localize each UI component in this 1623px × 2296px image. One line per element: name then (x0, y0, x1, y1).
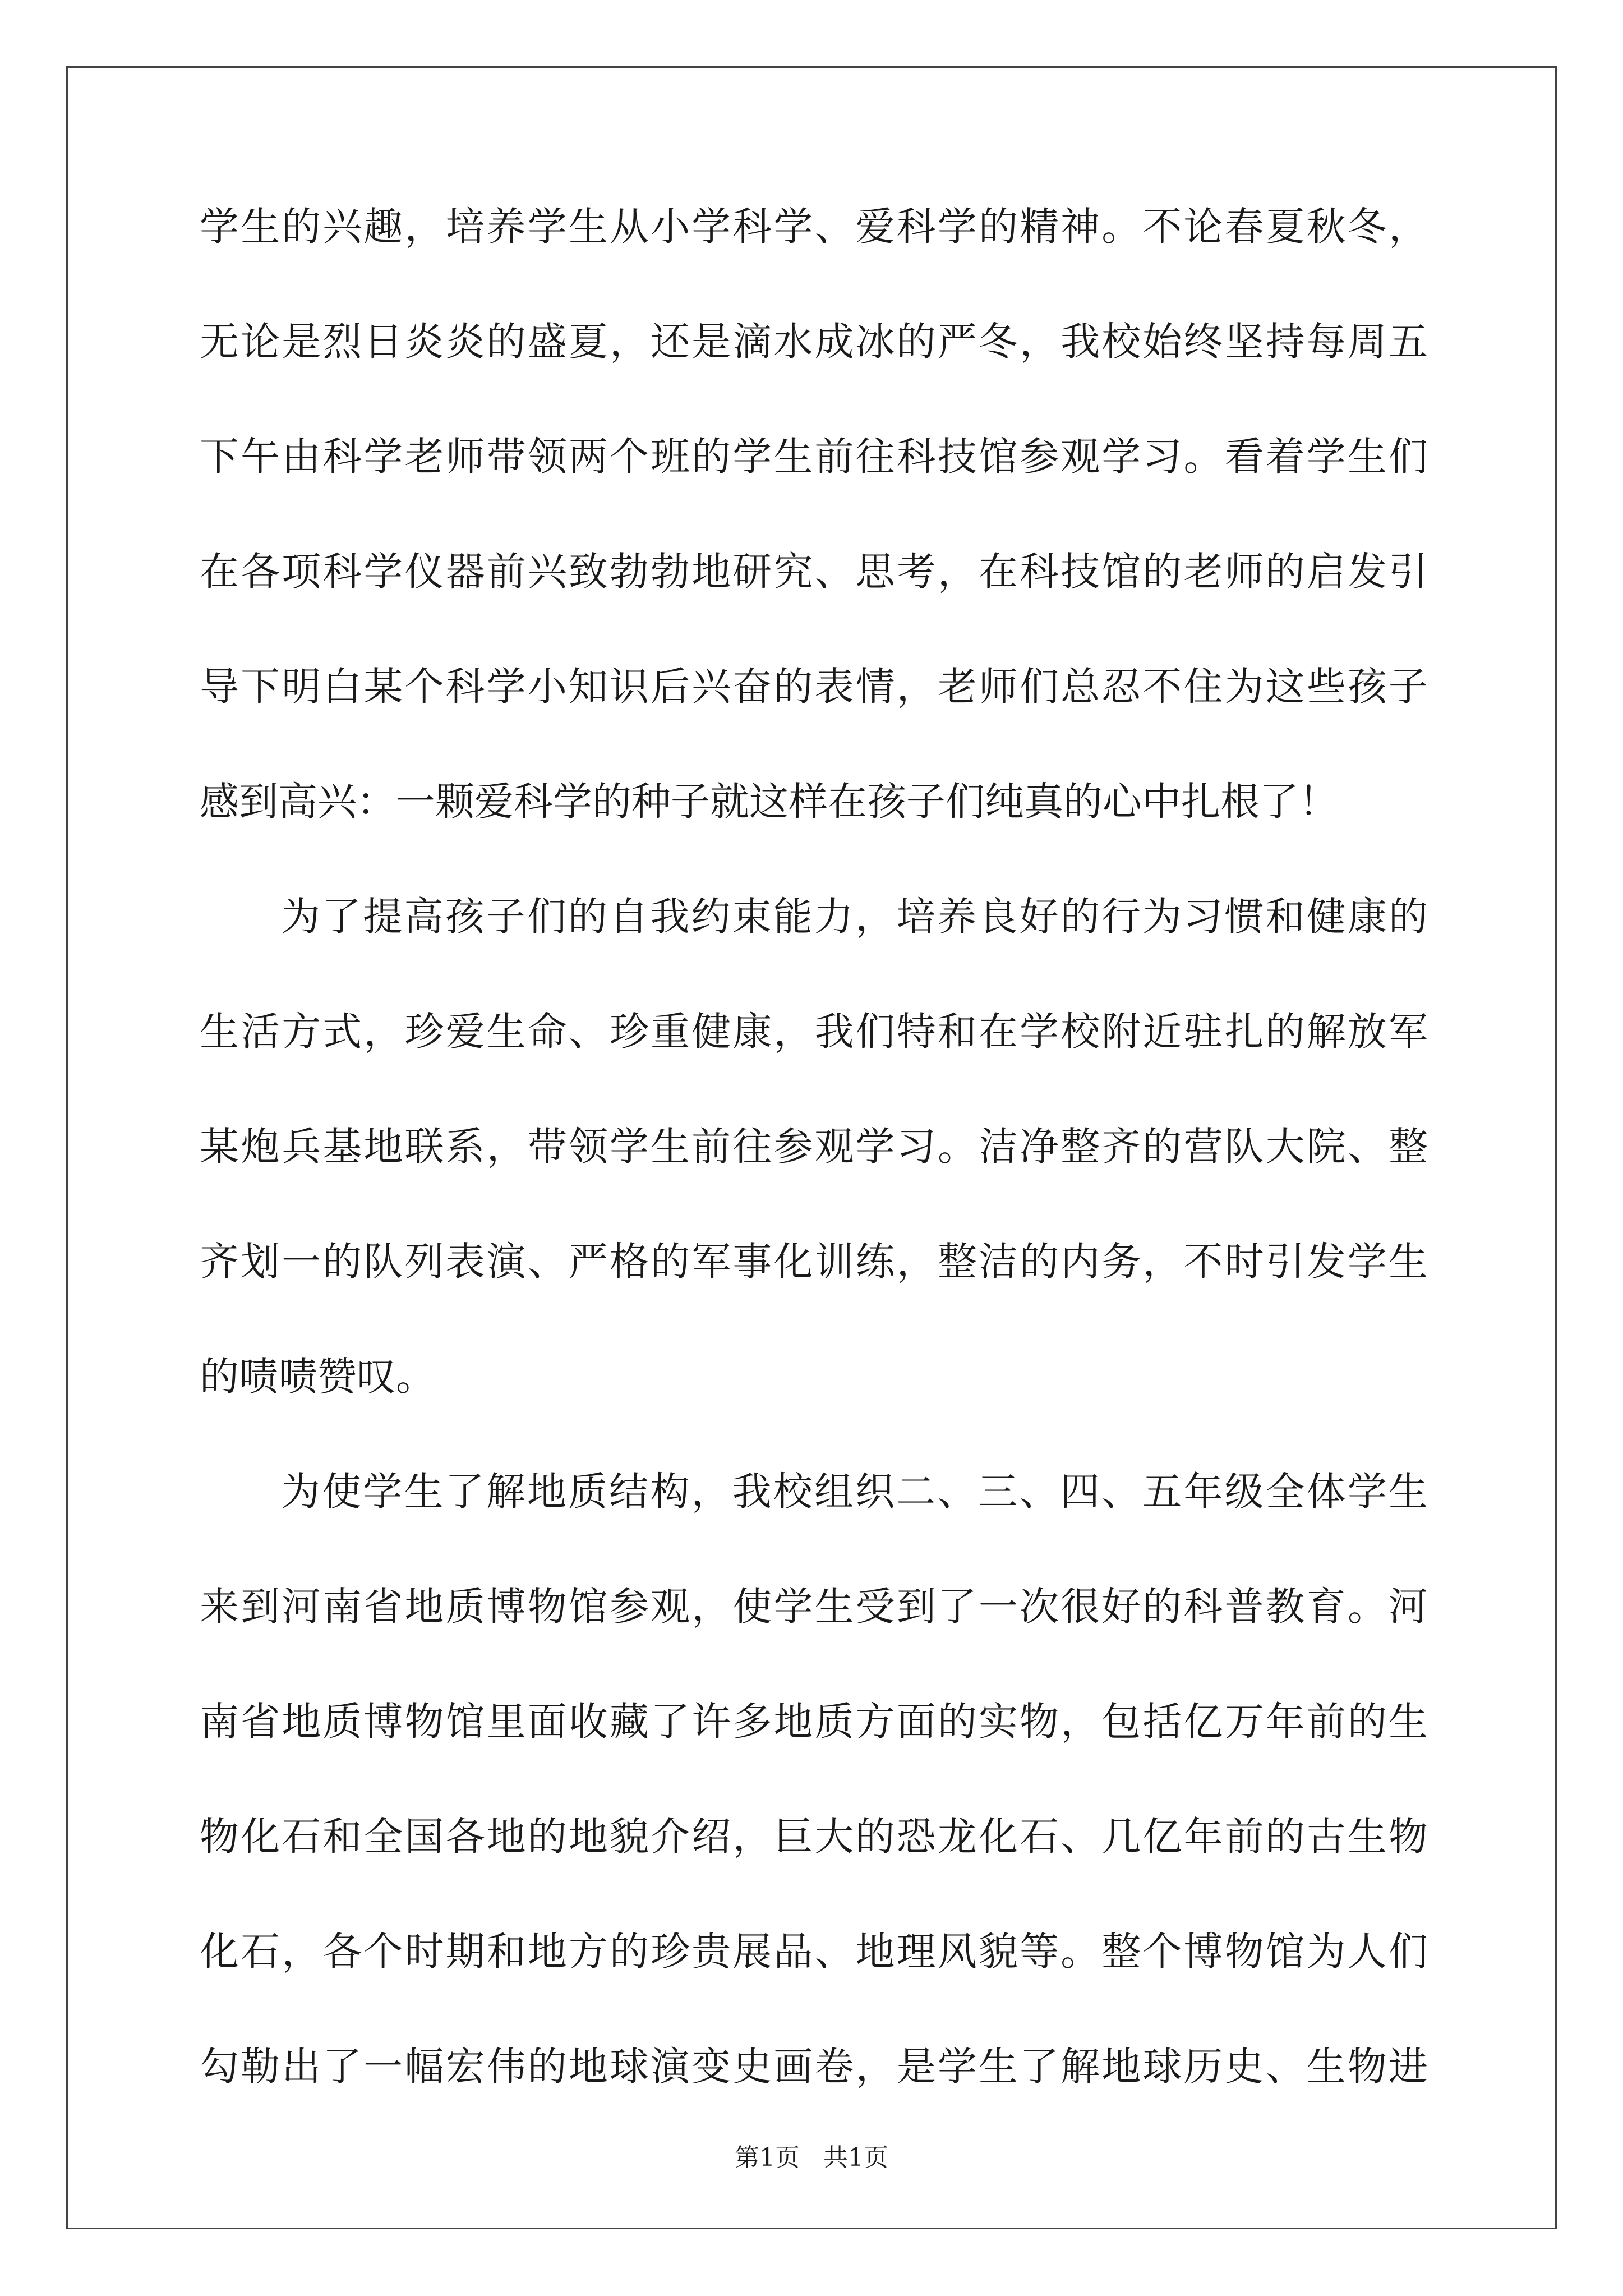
text-line: 化石，各个时期和地方的珍贵展品、地理风貌等。整个博物馆为人们 (200, 1929, 1428, 1975)
text-line: 导下明白某个科学小知识后兴奋的表情，老师们总忍不住为这些孩子 (200, 664, 1428, 710)
text-line: 某炮兵基地联系，带领学生前往参观学习。洁净整齐的营队大院、整 (200, 1124, 1428, 1170)
text-line: 的啧啧赞叹。 (200, 1354, 435, 1400)
text-line: 生活方式，珍爱生命、珍重健康，我们特和在学校附近驻扎的解放军 (200, 1009, 1428, 1055)
text-line: 南省地质博物馆里面收藏了许多地质方面的实物，包括亿万年前的生 (200, 1699, 1428, 1745)
text-line: 勾勒出了一幅宏伟的地球演变史画卷，是学生了解地球历史、生物进 (200, 2044, 1428, 2090)
text-line: 学生的兴趣，培养学生从小学科学、爱科学的精神。不论春夏秋冬， (200, 204, 1428, 250)
text-line: 感到高兴：一颗爱科学的种子就这样在孩子们纯真的心中扎根了！ (200, 779, 1338, 825)
text-line: 物化石和全国各地的地貌介绍，巨大的恐龙化石、几亿年前的古生物 (200, 1814, 1428, 1860)
text-line: 为了提高孩子们的自我约束能力，培养良好的行为习惯和健康的 (281, 894, 1428, 940)
text-line: 无论是烈日炎炎的盛夏，还是滴水成冰的严冬，我校始终坚持每周五 (200, 319, 1428, 365)
text-line: 齐划一的队列表演、严格的军事化训练，整洁的内务，不时引发学生 (200, 1239, 1428, 1285)
text-line: 在各项科学仪器前兴致勃勃地研究、思考，在科技馆的老师的启发引 (200, 549, 1428, 595)
document-body (200, 204, 1428, 2159)
text-line: 为使学生了解地质结构，我校组织二、三、四、五年级全体学生 (281, 1469, 1428, 1515)
text-line: 来到河南省地质博物馆参观，使学生受到了一次很好的科普教育。河 (200, 1584, 1428, 1630)
text-line: 下午由科学老师带领两个班的学生前往科技馆参观学习。看着学生们 (200, 434, 1428, 480)
page-footer: 第1页 共1页 (735, 2143, 888, 2172)
